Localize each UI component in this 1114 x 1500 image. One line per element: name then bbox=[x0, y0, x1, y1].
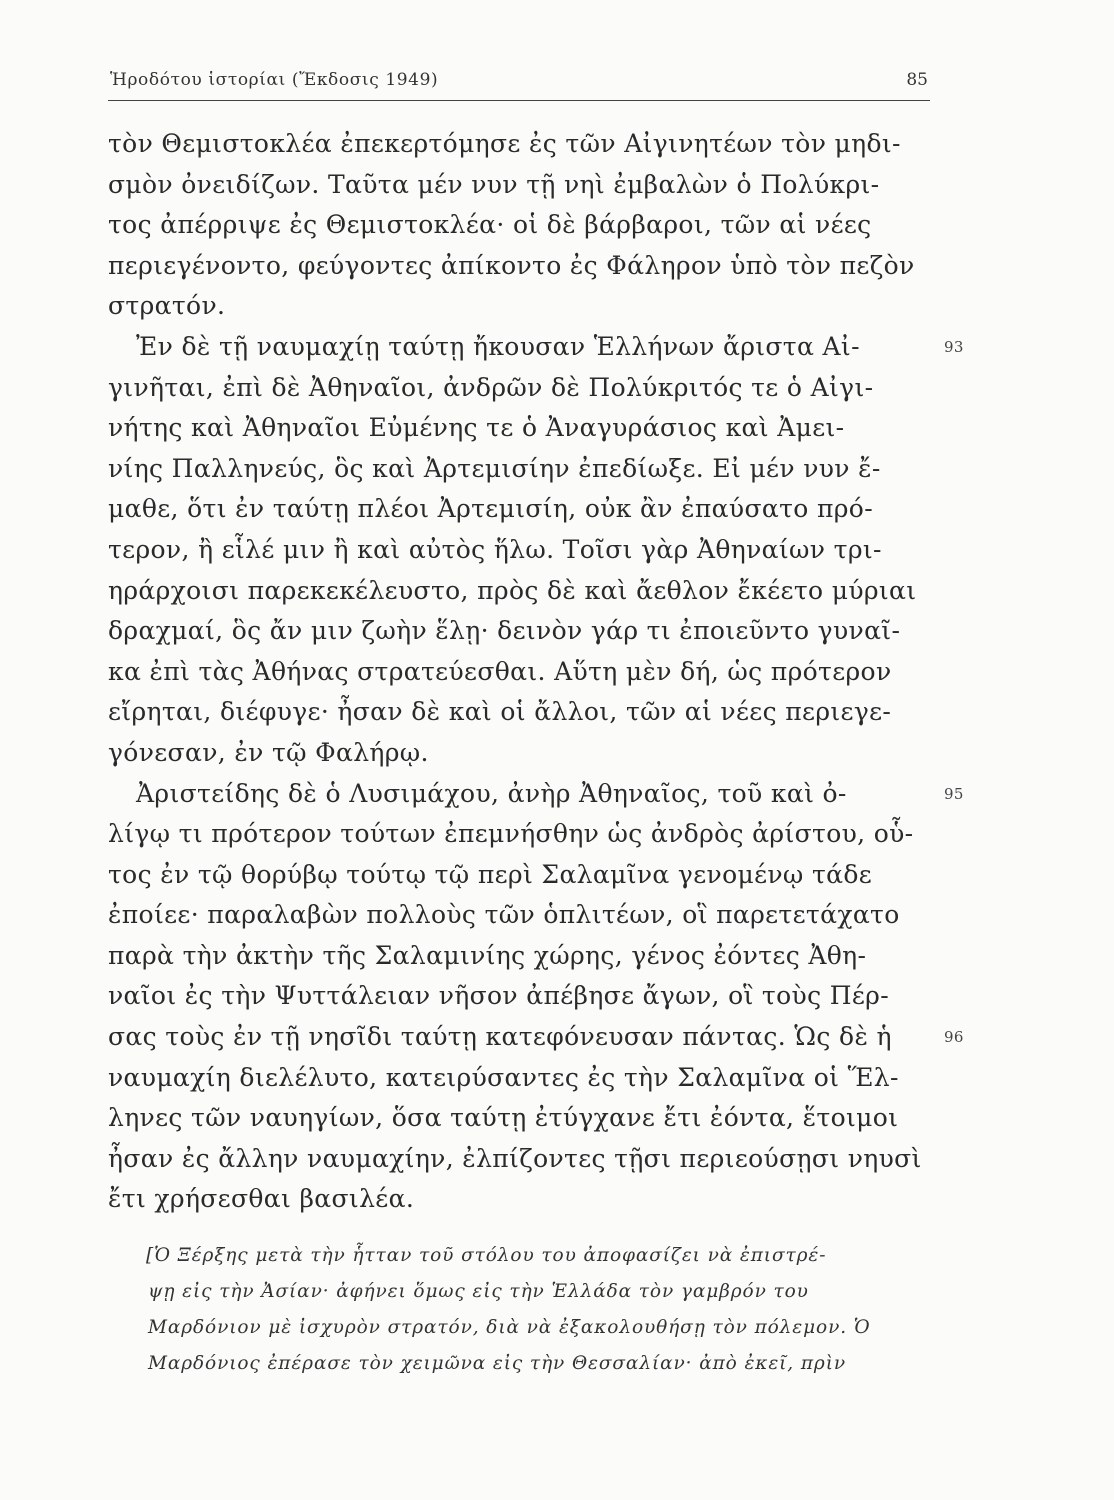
text-line bbox=[108, 936, 938, 977]
text-line-content: τὸν Θεμιστοκλέα ἐπεκερτόμησε ἐς τῶν Αἰγινητέων τὸν μηδι- bbox=[108, 129, 901, 158]
text-line bbox=[108, 327, 964, 368]
text-line-content: μαθε, ὅτι ἐν ταύτῃ πλέοι Ἀρτεμισίη, οὐκ ἂν ἐπαύσατο πρό- bbox=[108, 494, 874, 524]
text-line-content: Ἐν δὲ τῇ ναυμαχίῃ ταύτῃ ἤκουσαν Ἑλλήνων ἄριστα Αἰ- bbox=[136, 331, 860, 361]
text-line bbox=[108, 408, 938, 449]
text-line-content: γόνεσαν, ἐν τῷ Φαλήρῳ. bbox=[108, 737, 429, 767]
summary-line: Μαρδόνιον μὲ ἰσχυρὸν στρατόν, διὰ νὰ ἐξακολουθήσῃ τὸν πόλεμον. Ὁ bbox=[148, 1317, 871, 1338]
text-line-content: ἐποίεε· παραλαβὼν πολλοὺς τῶν ὁπλιτέων, οἳ παρετετάχατο bbox=[108, 900, 900, 930]
chapter-margin-number: 96 bbox=[944, 1028, 964, 1047]
text-line-content: στρατόν. bbox=[108, 291, 226, 321]
running-title: Ἡροδότου ἱστορίαι (Ἔκδοσις 1949) bbox=[110, 70, 439, 90]
text-line-content: τος ἐν τῷ θορύβῳ τούτῳ τῷ περὶ Σαλαμῖνα γενομένῳ τάδε bbox=[108, 859, 873, 889]
text-line bbox=[108, 855, 938, 896]
summary-line: ψῃ εἰς τὴν Ἀσίαν· ἀφήνει ὅμως εἰς τὴν Ἑλλάδα τὸν γαμβρόν του bbox=[148, 1281, 809, 1302]
text-line-content: ἔτι χρήσεσθαι βασιλέα. bbox=[108, 1184, 415, 1214]
text-line bbox=[108, 286, 938, 327]
text-line-content: ληνες τῶν ναυηγίων, ὅσα ταύτῃ ἐτύγχανε ἔτι ἐόντα, ἕτοιμοι bbox=[108, 1103, 899, 1133]
text-line-content: σας τοὺς ἐν τῇ νησῖδι ταύτῃ κατεφόνευσαν πάντας. Ὡς δὲ ἡ bbox=[108, 1022, 892, 1052]
summary-line: [Ὁ Ξέρξης μετὰ τὴν ἧτταν τοῦ στόλου του ἀποφασίζει νὰ ἐπιστρέ- bbox=[146, 1245, 827, 1266]
text-line bbox=[108, 489, 938, 530]
running-header bbox=[108, 66, 930, 101]
text-line bbox=[108, 976, 938, 1017]
text-line-content: τερον, ἢ εἷλέ μιν ἢ καὶ αὐτὸς ἥλω. Τοῖσι γὰρ Ἀθηναίων τρι- bbox=[108, 534, 882, 564]
text-line bbox=[108, 1058, 938, 1099]
text-line bbox=[108, 774, 964, 815]
chapter-margin-number: 93 bbox=[944, 337, 964, 356]
text-line-content: τος ἀπέρριψε ἐς Θεμιστοκλέα· οἱ δὲ βάρβαροι, τῶν αἱ νέες bbox=[108, 210, 872, 240]
text-line bbox=[108, 449, 938, 490]
text-line bbox=[108, 692, 938, 733]
text-line bbox=[108, 652, 938, 693]
text-line-content: ηράρχοισι παρεκεκέλευστο, πρὸς δὲ καὶ ἄεθλον ἔκέετο μύριαι bbox=[108, 575, 917, 605]
text-line bbox=[108, 124, 938, 165]
text-line-content: εἴρηται, διέφυγε· ἦσαν δὲ καὶ οἱ ἄλλοι, τῶν αἱ νέες περιεγε- bbox=[108, 697, 892, 727]
page-number: 85 bbox=[906, 70, 928, 90]
editorial-summary bbox=[148, 1238, 960, 1382]
text-line bbox=[108, 571, 938, 612]
text-line-content: δραχμαί, ὃς ἄν μιν ζωὴν ἕλῃ· δεινὸν γάρ τι ἐποιεῦντο γυναῖ- bbox=[108, 616, 901, 646]
chapter-margin-number: 95 bbox=[944, 784, 964, 803]
text-line-content: λίγῳ τι πρότερον τούτων ἐπεμνήσθην ὡς ἀνδρὸς ἀρίστου, οὗ- bbox=[108, 819, 914, 849]
text-line-content: νίης Παλληνεύς, ὃς καὶ Ἀρτεμισίην ἐπεδίωξε. Εἰ μέν νυν ἔ- bbox=[108, 453, 881, 483]
text-line bbox=[108, 1179, 938, 1220]
text-line-content: περιεγένοντο, φεύγοντες ἀπίκοντο ἐς Φάληρον ὑπὸ τὸν πεζὸν bbox=[108, 250, 915, 280]
text-line bbox=[108, 611, 938, 652]
text-line-content: Ἀριστείδης δὲ ὁ Λυσιμάχου, ἀνὴρ Ἀθηναῖος, τοῦ καὶ ὀ- bbox=[136, 778, 847, 808]
text-line bbox=[108, 165, 938, 206]
text-line bbox=[108, 530, 938, 571]
main-text bbox=[108, 124, 964, 1220]
text-line bbox=[108, 368, 938, 409]
text-line bbox=[108, 1017, 964, 1058]
text-line bbox=[108, 733, 938, 774]
text-line bbox=[108, 1139, 938, 1180]
text-line-content: νήτης καὶ Ἀθηναῖοι Εὐμένης τε ὁ Ἀναγυράσιος καὶ Ἀμει- bbox=[108, 413, 845, 443]
text-line-content: παρὰ τὴν ἀκτὴν τῆς Σαλαμινίης χώρης, γένος ἐόντες Ἀθη- bbox=[108, 940, 867, 970]
text-line bbox=[108, 1098, 938, 1139]
text-line-content: γινῆται, ἐπὶ δὲ Ἀθηναῖοι, ἀνδρῶν δὲ Πολύκριτός τε ὁ Αἰγι- bbox=[108, 372, 874, 402]
text-line-content: σμὸν ὀνειδίζων. Ταῦτα μέν νυν τῇ νηὶ ἐμβαλὼν ὁ Πολύκρι- bbox=[108, 169, 880, 199]
text-line bbox=[108, 895, 938, 936]
text-line bbox=[108, 814, 938, 855]
text-line-content: κα ἐπὶ τὰς Ἀθήνας στρατεύεσθαι. Αὕτη μὲν δή, ὡς πρότερον bbox=[108, 656, 892, 686]
text-line bbox=[108, 205, 938, 246]
text-line-content: ναῖοι ἐς τὴν Ψυττάλειαν νῆσον ἀπέβησε ἄγων, οἳ τοὺς Πέρ- bbox=[108, 981, 890, 1011]
text-line-content: ἦσαν ἐς ἄλλην ναυμαχίην, ἐλπίζοντες τῇσι περιεούσῃσι νηυσὶ bbox=[108, 1143, 922, 1173]
text-line-content: ναυμαχίη διελέλυτο, κατειρύσαντες ἐς τὴν Σαλαμῖνα οἱ Ἕλ- bbox=[108, 1062, 899, 1092]
summary-line: Μαρδόνιος ἐπέρασε τὸν χειμῶνα εἰς τὴν Θεσσαλίαν· ἀπὸ ἐκεῖ, πρὶν bbox=[148, 1353, 847, 1374]
text-line bbox=[108, 246, 938, 287]
